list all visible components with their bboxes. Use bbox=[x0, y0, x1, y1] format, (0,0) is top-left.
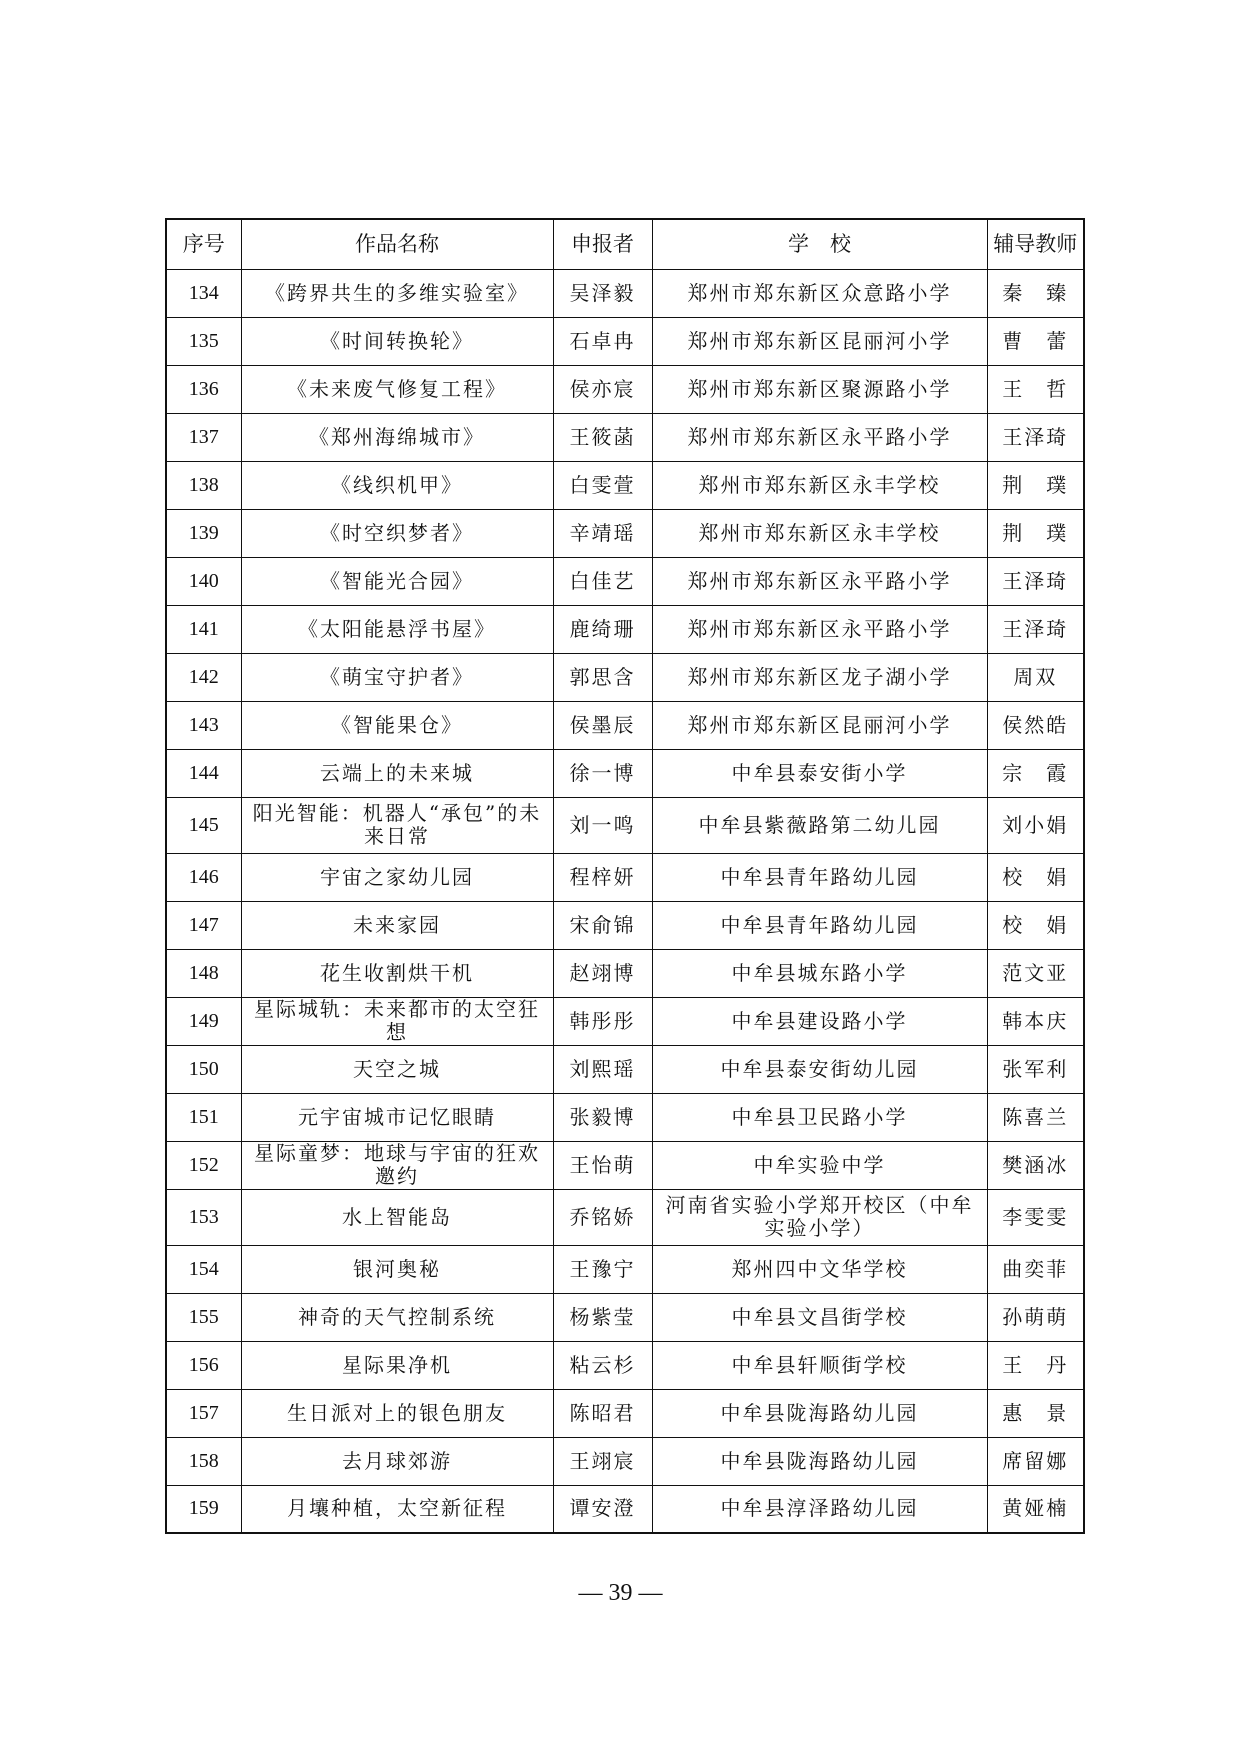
table-row bbox=[166, 1045, 1084, 1093]
cell-applicant: 白雯萱 bbox=[553, 461, 652, 509]
cell-school: 中牟县卫民路小学 bbox=[652, 1093, 987, 1141]
table-row bbox=[166, 365, 1084, 413]
cell-applicant: 王怡萌 bbox=[553, 1141, 652, 1189]
table-row bbox=[166, 949, 1084, 997]
cell-work-title: 水上智能岛 bbox=[241, 1189, 553, 1245]
table-row bbox=[166, 1141, 1084, 1189]
table-row bbox=[166, 1341, 1084, 1389]
cell-school: 中牟县陇海路幼儿园 bbox=[652, 1389, 987, 1437]
cell-serial-number: 145 bbox=[166, 797, 241, 853]
table-row bbox=[166, 997, 1084, 1045]
cell-instructor: 刘小娟 bbox=[987, 797, 1084, 853]
cell-work-title: 星际城轨：未来都市的太空狂想 bbox=[241, 997, 553, 1045]
cell-school: 中牟县城东路小学 bbox=[652, 949, 987, 997]
cell-work-title: 《时间转换轮》 bbox=[241, 317, 553, 365]
cell-school: 郑州市郑东新区永平路小学 bbox=[652, 605, 987, 653]
cell-work-title: 星际童梦：地球与宇宙的狂欢邀约 bbox=[241, 1141, 553, 1189]
cell-school: 中牟实验中学 bbox=[652, 1141, 987, 1189]
cell-serial-number: 135 bbox=[166, 317, 241, 365]
cell-applicant: 辛靖瑶 bbox=[553, 509, 652, 557]
cell-work-title: 未来家园 bbox=[241, 901, 553, 949]
cell-school: 郑州市郑东新区昆丽河小学 bbox=[652, 317, 987, 365]
cell-instructor: 王 哲 bbox=[987, 365, 1084, 413]
table-body bbox=[166, 269, 1084, 1533]
table-row bbox=[166, 557, 1084, 605]
cell-applicant: 郭思含 bbox=[553, 653, 652, 701]
cell-serial-number: 138 bbox=[166, 461, 241, 509]
cell-instructor: 曲奕菲 bbox=[987, 1245, 1084, 1293]
table-row bbox=[166, 1093, 1084, 1141]
cell-school: 中牟县建设路小学 bbox=[652, 997, 987, 1045]
cell-work-title: 月壤种植，太空新征程 bbox=[241, 1485, 553, 1533]
cell-serial-number: 137 bbox=[166, 413, 241, 461]
cell-school: 中牟县文昌街学校 bbox=[652, 1293, 987, 1341]
cell-applicant: 赵翊博 bbox=[553, 949, 652, 997]
cell-school: 郑州市郑东新区众意路小学 bbox=[652, 269, 987, 317]
cell-school: 郑州市郑东新区永丰学校 bbox=[652, 509, 987, 557]
table-row bbox=[166, 269, 1084, 317]
table-row bbox=[166, 1485, 1084, 1533]
cell-work-title: 云端上的未来城 bbox=[241, 749, 553, 797]
cell-work-title: 星际果净机 bbox=[241, 1341, 553, 1389]
cell-applicant: 乔铭娇 bbox=[553, 1189, 652, 1245]
table-row bbox=[166, 1293, 1084, 1341]
cell-school: 郑州四中文华学校 bbox=[652, 1245, 987, 1293]
cell-serial-number: 157 bbox=[166, 1389, 241, 1437]
cell-work-title: 《时空织梦者》 bbox=[241, 509, 553, 557]
table-row bbox=[166, 317, 1084, 365]
cell-applicant: 韩彤彤 bbox=[553, 997, 652, 1045]
cell-work-title: 《太阳能悬浮书屋》 bbox=[241, 605, 553, 653]
cell-applicant: 杨紫莹 bbox=[553, 1293, 652, 1341]
cell-school: 郑州市郑东新区聚源路小学 bbox=[652, 365, 987, 413]
cell-instructor: 荆 璞 bbox=[987, 461, 1084, 509]
cell-serial-number: 151 bbox=[166, 1093, 241, 1141]
cell-applicant: 徐一博 bbox=[553, 749, 652, 797]
cell-instructor: 黄娅楠 bbox=[987, 1485, 1084, 1533]
cell-instructor: 王泽琦 bbox=[987, 605, 1084, 653]
cell-work-title: 银河奥秘 bbox=[241, 1245, 553, 1293]
cell-school: 中牟县淳泽路幼儿园 bbox=[652, 1485, 987, 1533]
cell-instructor: 侯然皓 bbox=[987, 701, 1084, 749]
cell-applicant: 王豫宁 bbox=[553, 1245, 652, 1293]
cell-serial-number: 153 bbox=[166, 1189, 241, 1245]
cell-work-title: 生日派对上的银色朋友 bbox=[241, 1389, 553, 1437]
cell-instructor: 宗 霞 bbox=[987, 749, 1084, 797]
cell-applicant: 石卓冉 bbox=[553, 317, 652, 365]
cell-instructor: 校 娟 bbox=[987, 901, 1084, 949]
cell-instructor: 席留娜 bbox=[987, 1437, 1084, 1485]
cell-serial-number: 148 bbox=[166, 949, 241, 997]
cell-instructor: 荆 璞 bbox=[987, 509, 1084, 557]
cell-instructor: 樊涵冰 bbox=[987, 1141, 1084, 1189]
table-row bbox=[166, 653, 1084, 701]
cell-instructor: 张军利 bbox=[987, 1045, 1084, 1093]
page-number: — 39 — bbox=[578, 1580, 663, 1606]
cell-serial-number: 134 bbox=[166, 269, 241, 317]
cell-applicant: 宋俞锦 bbox=[553, 901, 652, 949]
cell-work-title: 《跨界共生的多维实验室》 bbox=[241, 269, 553, 317]
cell-work-title: 《线织机甲》 bbox=[241, 461, 553, 509]
cell-applicant: 谭安澄 bbox=[553, 1485, 652, 1533]
header-instructor: 辅导教师 bbox=[987, 219, 1084, 269]
table-row bbox=[166, 605, 1084, 653]
cell-school: 中牟县泰安街幼儿园 bbox=[652, 1045, 987, 1093]
table-row bbox=[166, 901, 1084, 949]
cell-work-title: 《郑州海绵城市》 bbox=[241, 413, 553, 461]
cell-work-title: 花生收割烘干机 bbox=[241, 949, 553, 997]
cell-applicant: 侯亦宸 bbox=[553, 365, 652, 413]
cell-serial-number: 154 bbox=[166, 1245, 241, 1293]
cell-serial-number: 141 bbox=[166, 605, 241, 653]
cell-work-title: 去月球郊游 bbox=[241, 1437, 553, 1485]
cell-work-title: 《未来废气修复工程》 bbox=[241, 365, 553, 413]
cell-instructor: 曹 蕾 bbox=[987, 317, 1084, 365]
cell-instructor: 惠 景 bbox=[987, 1389, 1084, 1437]
cell-serial-number: 152 bbox=[166, 1141, 241, 1189]
cell-applicant: 侯墨辰 bbox=[553, 701, 652, 749]
cell-school: 中牟县紫薇路第二幼儿园 bbox=[652, 797, 987, 853]
cell-school: 中牟县轩顺街学校 bbox=[652, 1341, 987, 1389]
cell-school: 郑州市郑东新区永平路小学 bbox=[652, 557, 987, 605]
table-row bbox=[166, 797, 1084, 853]
cell-serial-number: 155 bbox=[166, 1293, 241, 1341]
cell-school: 郑州市郑东新区永丰学校 bbox=[652, 461, 987, 509]
cell-applicant: 吴泽毅 bbox=[553, 269, 652, 317]
cell-instructor: 陈喜兰 bbox=[987, 1093, 1084, 1141]
table-row bbox=[166, 509, 1084, 557]
cell-applicant: 粘云杉 bbox=[553, 1341, 652, 1389]
cell-serial-number: 142 bbox=[166, 653, 241, 701]
header-work-title: 作品名称 bbox=[241, 219, 553, 269]
cell-school: 郑州市郑东新区昆丽河小学 bbox=[652, 701, 987, 749]
cell-serial-number: 158 bbox=[166, 1437, 241, 1485]
cell-school: 河南省实验小学郑开校区（中牟实验小学） bbox=[652, 1189, 987, 1245]
cell-school: 中牟县青年路幼儿园 bbox=[652, 901, 987, 949]
cell-work-title: 阳光智能：机器人“承包”的未来日常 bbox=[241, 797, 553, 853]
cell-instructor: 范文亚 bbox=[987, 949, 1084, 997]
cell-instructor: 韩本庆 bbox=[987, 997, 1084, 1045]
cell-instructor: 王泽琦 bbox=[987, 413, 1084, 461]
cell-instructor: 王泽琦 bbox=[987, 557, 1084, 605]
cell-applicant: 王筱菡 bbox=[553, 413, 652, 461]
cell-work-title: 天空之城 bbox=[241, 1045, 553, 1093]
table-row bbox=[166, 1245, 1084, 1293]
header-school: 学 校 bbox=[652, 219, 987, 269]
cell-applicant: 王翊宸 bbox=[553, 1437, 652, 1485]
cell-applicant: 陈昭君 bbox=[553, 1389, 652, 1437]
table-row bbox=[166, 1189, 1084, 1245]
award-list-table bbox=[165, 218, 1085, 1534]
cell-instructor: 李雯雯 bbox=[987, 1189, 1084, 1245]
header-serial-number: 序号 bbox=[166, 219, 241, 269]
table-row bbox=[166, 853, 1084, 901]
header-applicant: 申报者 bbox=[553, 219, 652, 269]
cell-applicant: 白佳艺 bbox=[553, 557, 652, 605]
table-row bbox=[166, 749, 1084, 797]
cell-work-title: 宇宙之家幼儿园 bbox=[241, 853, 553, 901]
cell-instructor: 秦 臻 bbox=[987, 269, 1084, 317]
cell-serial-number: 140 bbox=[166, 557, 241, 605]
cell-instructor: 孙萌萌 bbox=[987, 1293, 1084, 1341]
cell-work-title: 《智能果仓》 bbox=[241, 701, 553, 749]
cell-applicant: 刘一鸣 bbox=[553, 797, 652, 853]
table-header-row bbox=[166, 219, 1084, 269]
table-row bbox=[166, 413, 1084, 461]
cell-serial-number: 146 bbox=[166, 853, 241, 901]
cell-school: 郑州市郑东新区龙子湖小学 bbox=[652, 653, 987, 701]
cell-serial-number: 143 bbox=[166, 701, 241, 749]
cell-applicant: 张毅博 bbox=[553, 1093, 652, 1141]
cell-work-title: 元宇宙城市记忆眼睛 bbox=[241, 1093, 553, 1141]
cell-school: 中牟县青年路幼儿园 bbox=[652, 853, 987, 901]
table-row bbox=[166, 1389, 1084, 1437]
table-row bbox=[166, 461, 1084, 509]
cell-work-title: 《智能光合园》 bbox=[241, 557, 553, 605]
cell-school: 中牟县陇海路幼儿园 bbox=[652, 1437, 987, 1485]
cell-serial-number: 149 bbox=[166, 997, 241, 1045]
table-row bbox=[166, 1437, 1084, 1485]
cell-serial-number: 159 bbox=[166, 1485, 241, 1533]
cell-serial-number: 136 bbox=[166, 365, 241, 413]
cell-school: 中牟县泰安街小学 bbox=[652, 749, 987, 797]
cell-serial-number: 150 bbox=[166, 1045, 241, 1093]
cell-serial-number: 139 bbox=[166, 509, 241, 557]
table-row bbox=[166, 701, 1084, 749]
cell-work-title: 神奇的天气控制系统 bbox=[241, 1293, 553, 1341]
cell-serial-number: 156 bbox=[166, 1341, 241, 1389]
cell-applicant: 鹿绮珊 bbox=[553, 605, 652, 653]
cell-instructor: 校 娟 bbox=[987, 853, 1084, 901]
cell-applicant: 刘熙瑶 bbox=[553, 1045, 652, 1093]
cell-serial-number: 144 bbox=[166, 749, 241, 797]
cell-instructor: 周双 bbox=[987, 653, 1084, 701]
cell-school: 郑州市郑东新区永平路小学 bbox=[652, 413, 987, 461]
cell-work-title: 《萌宝守护者》 bbox=[241, 653, 553, 701]
cell-serial-number: 147 bbox=[166, 901, 241, 949]
cell-instructor: 王 丹 bbox=[987, 1341, 1084, 1389]
cell-applicant: 程梓妍 bbox=[553, 853, 652, 901]
